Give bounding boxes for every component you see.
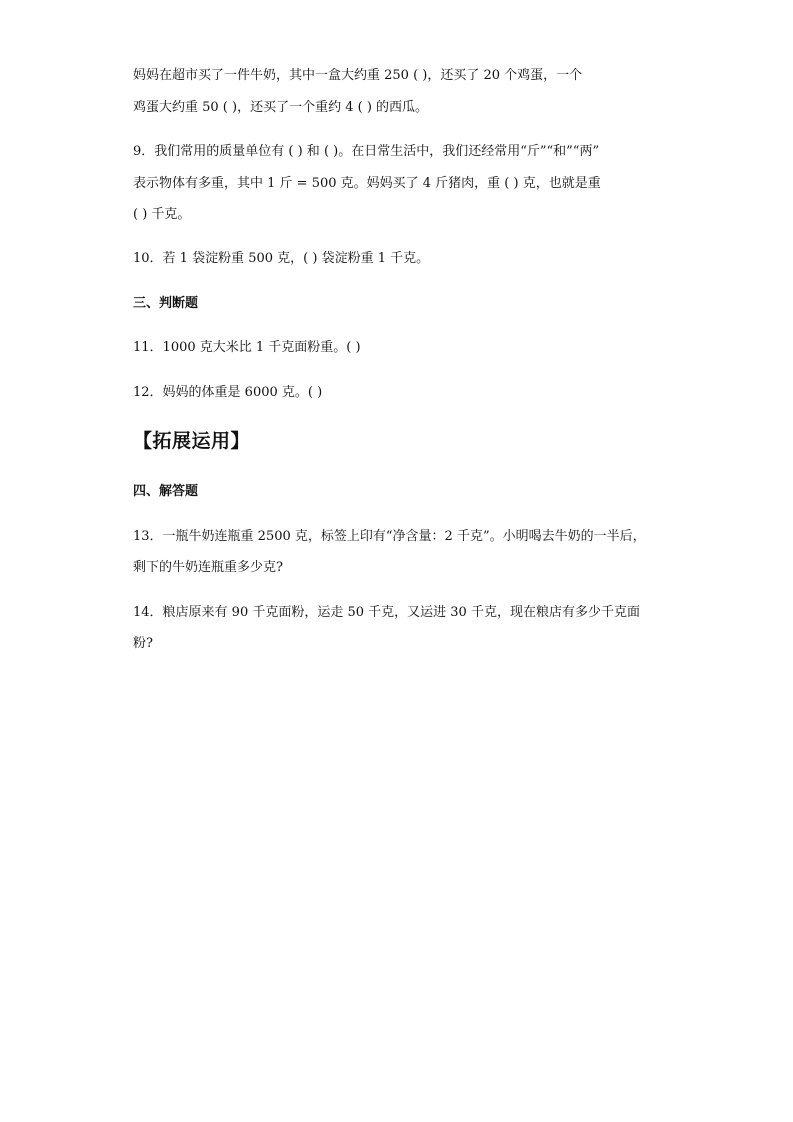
question-8-line-1: 妈妈在超市买了一件牛奶，其中一盒大约重 250 ( )，还买了 20 个鸡蛋，一个	[133, 68, 583, 83]
section-3-heading: 三、判断题	[133, 296, 199, 311]
extension-heading: 【拓展运用】	[133, 430, 251, 452]
question-14-line-1: 14．粮店原来有 90 千克面粉，运走 50 千克，又运进 30 千克，现在粮店有多少千克面	[133, 605, 640, 620]
question-11: 11．1000 克大米比 1 千克面粉重。( )	[133, 340, 361, 355]
question-10: 10．若 1 袋淀粉重 500 克，( ) 袋淀粉重 1 千克。	[133, 251, 430, 266]
question-9-line-2: 表示物体有多重，其中 1 斤 = 500 克。妈妈买了 4 斤猪肉，重 ( ) 克，也就是重	[133, 176, 601, 191]
question-14-line-2: 粉?	[133, 636, 153, 651]
question-8-line-2: 鸡蛋大约重 50 ( )，还买了一个重约 4 ( ) 的西瓜。	[133, 100, 429, 115]
question-9-line-3: ( ) 千克。	[133, 207, 191, 222]
question-13-line-1: 13．一瓶牛奶连瓶重 2500 克，标签上印有“净含量：2 千克”。小明喝去牛奶的一半后，	[133, 529, 646, 544]
question-9-line-1: 9．我们常用的质量单位有 ( ) 和 ( )。在日常生活中，我们还经常用“斤”“和”“两”	[133, 144, 600, 159]
section-4-heading: 四、解答题	[133, 484, 199, 499]
question-13-line-2: 剩下的牛奶连瓶重多少克?	[133, 560, 283, 575]
question-12: 12．妈妈的体重是 6000 克。( )	[133, 385, 323, 400]
